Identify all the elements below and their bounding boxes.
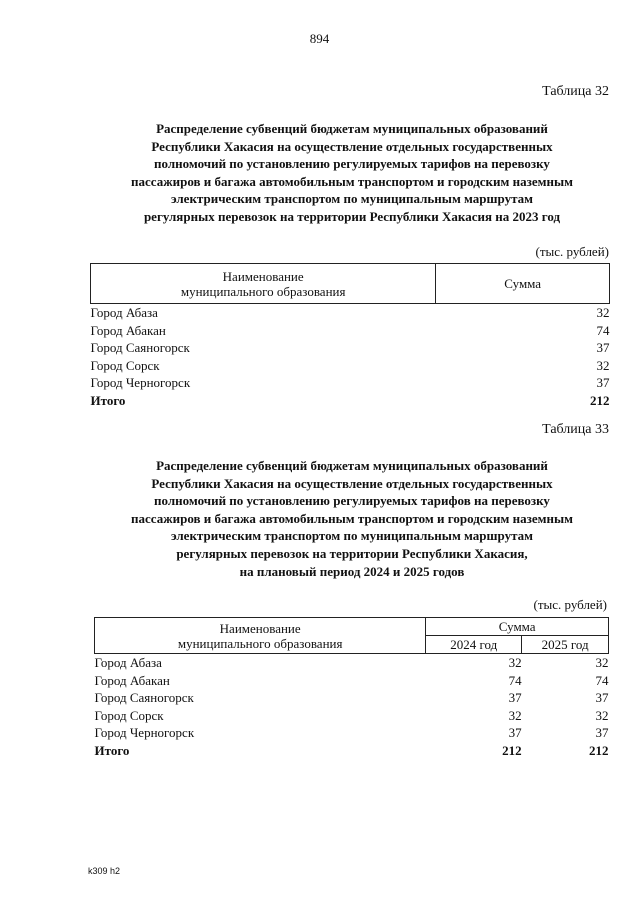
table-33: [94, 617, 609, 759]
table-row: [91, 374, 610, 392]
row-value-2024: 37: [508, 725, 522, 740]
table-row: [95, 724, 609, 742]
row-value: 37: [596, 375, 610, 390]
title-line: электрическим транспортом по муниципальным маршрутам: [171, 191, 533, 207]
total-value-2025: 212: [589, 742, 609, 758]
row-name: Город Саяногорск: [94, 690, 194, 705]
row-value: 32: [596, 305, 610, 320]
row-name: Город Абаза: [90, 305, 158, 320]
total-row: [95, 742, 609, 760]
title-line: на плановый период 2024 и 2025 годов: [239, 563, 465, 579]
title-line: пассажиров и багажа автомобильным транспортом и городским наземным: [131, 510, 573, 526]
title-line: электрическим транспортом по муниципальным маршрутам: [171, 528, 533, 544]
table-32-units: (тыс. рублей): [535, 244, 609, 259]
row-value-2024: 74: [508, 672, 522, 688]
total-value: 212: [590, 392, 610, 408]
header-sum: Сумма: [426, 618, 609, 636]
header-name-line2: муниципального образования: [180, 283, 346, 299]
table-row: [91, 339, 610, 357]
table-row: [91, 322, 610, 340]
header-sum: Сумма: [436, 264, 610, 304]
title-line: Распределение субвенций бюджетам муниципальных образований: [156, 121, 548, 136]
table-row: [91, 304, 610, 322]
row-name: Город Сорск: [90, 357, 160, 373]
title-line: регулярных перевозок на территории Республики Хакасия,: [176, 545, 528, 561]
row-value: 74: [596, 322, 610, 338]
total-row: [91, 392, 610, 410]
table-row: [95, 672, 609, 690]
row-value-2025: 32: [595, 655, 609, 670]
title-line: Республики Хакасия на осуществление отдельных государственных: [151, 475, 553, 491]
table-row: [95, 707, 609, 725]
total-label: Итого: [94, 742, 130, 758]
title-line: Республики Хакасия на осуществление отдельных государственных: [151, 138, 553, 154]
header-name: [91, 264, 436, 304]
total-label: Итого: [90, 392, 126, 408]
table-row: [91, 357, 610, 375]
header-name: [95, 618, 426, 654]
title-line: Распределение субвенций бюджетам муниципальных образований: [156, 458, 548, 473]
row-name: Город Черногорск: [94, 725, 195, 740]
row-name: Город Саяногорск: [90, 340, 190, 355]
title-line: полномочий по установлению регулируемых тарифов на перевозку: [154, 493, 550, 509]
header-name-line1: Наименование: [219, 620, 301, 636]
row-name: Город Абаза: [94, 655, 162, 670]
table-32-title: [90, 120, 614, 226]
row-value-2024: 32: [508, 655, 522, 670]
table-33-label: Таблица 33: [542, 422, 609, 437]
row-value-2025: 37: [595, 725, 609, 740]
row-value-2024: 32: [508, 707, 522, 723]
header-year-2025: 2025 год: [522, 636, 609, 654]
table-32: [90, 263, 610, 409]
header-name-line1: Наименование: [222, 268, 304, 284]
total-value-2024: 212: [502, 742, 522, 758]
row-value-2025: 74: [595, 672, 609, 688]
row-value-2025: 37: [595, 690, 609, 705]
title-line: регулярных перевозок на территории Республики Хакасия на 2023 год: [143, 208, 561, 224]
footer-code: k309 h2: [88, 866, 121, 876]
table-header: [91, 264, 610, 304]
table-32-label: Таблица 32: [542, 84, 609, 99]
row-name: Город Сорск: [94, 707, 164, 723]
row-name: Город Черногорск: [90, 375, 191, 390]
row-value: 32: [596, 357, 610, 373]
row-name: Город Абакан: [90, 322, 166, 338]
row-value: 37: [596, 340, 610, 355]
row-value-2024: 37: [508, 690, 522, 705]
row-value-2025: 32: [595, 707, 609, 723]
page-number: 894: [309, 31, 330, 46]
table-header: [95, 618, 609, 636]
table-row: [95, 689, 609, 707]
title-line: полномочий по установлению регулируемых тарифов на перевозку: [154, 156, 550, 172]
title-line: пассажиров и багажа автомобильным транспортом и городским наземным: [131, 173, 573, 189]
row-name: Город Абакан: [94, 672, 170, 688]
table-33-units: (тыс. рублей): [533, 597, 607, 612]
table-33-title: [90, 457, 614, 580]
header-year-2024: 2024 год: [426, 636, 522, 654]
table-row: [95, 654, 609, 672]
header-name-line2: муниципального образования: [177, 635, 343, 651]
